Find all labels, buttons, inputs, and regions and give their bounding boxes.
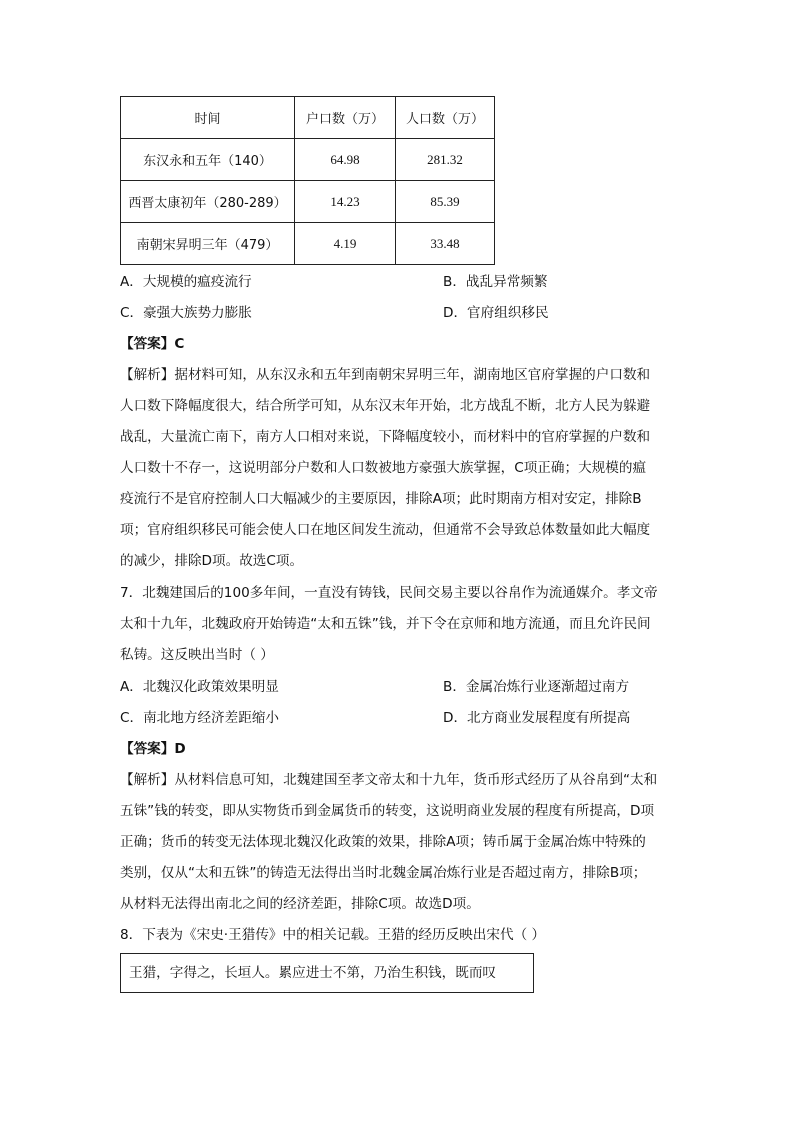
q6-analysis-line: 战乱，大量流亡南下，南方人口相对来说，下降幅度较小，而材料中的官府掌握的户数和 <box>120 429 651 445</box>
q6-option-b: B．战乱异常频繁 <box>443 274 548 290</box>
table-cell: 14.23 <box>295 181 396 223</box>
q7-option-b: B．金属冶炼行业逐渐超过南方 <box>443 679 630 695</box>
q7-analysis-line: 类别，仅从“太和五铢”的铸造无法得出当时北魏金属冶炼行业是否超过南方，排除B项； <box>120 865 647 881</box>
q7-stem-line: 7．北魏建国后的100多年间，一直没有铸钱，民间交易主要以谷帛作为流通媒介。孝文帝 <box>120 585 658 601</box>
table-cell: 西晋太康初年（280-289） <box>121 181 295 223</box>
q7-stem-line: 私铸。这反映出当时（ ） <box>120 647 274 663</box>
q7-stem-line: 太和十九年，北魏政府开始铸造“太和五铢”钱，并下令在京师和地方流通，而且允许民间 <box>120 616 651 632</box>
table-header-cell: 时间 <box>121 97 295 139</box>
q6-option-a: A．大规模的瘟疫流行 <box>120 274 252 290</box>
q7-option-d: D．北方商业发展程度有所提高 <box>443 710 631 726</box>
population-table <box>120 96 495 265</box>
table-row <box>121 223 495 265</box>
q8-quote-box: 王猎，字得之，长垣人。累应进士不第，乃治生积钱，既而叹 <box>120 953 534 993</box>
q7-analysis-line: 正确；货币的转变无法体现北魏汉化政策的效果，排除A项；铸币属于金属冶炼中特殊的 <box>120 834 646 850</box>
q6-analysis-line: 【解析】据材料可知，从东汉永和五年到南朝宋昇明三年，湖南地区官府掌握的户口数和 <box>120 367 651 383</box>
q6-analysis-line: 疫流行不是官府控制人口大幅减少的主要原因，排除A项；此时期南方相对安定，排除B <box>120 491 642 507</box>
table-header-cell: 人口数（万） <box>396 97 495 139</box>
table-cell: 64.98 <box>295 139 396 181</box>
table-row <box>121 139 495 181</box>
q6-option-c: C．豪强大族势力膨胀 <box>120 305 252 321</box>
table-cell: 4.19 <box>295 223 396 265</box>
q7-option-a: A．北魏汉化政策效果明显 <box>120 679 279 695</box>
table-cell: 33.48 <box>396 223 495 265</box>
table-header-cell: 户口数（万） <box>295 97 396 139</box>
table-cell: 东汉永和五年（140） <box>121 139 295 181</box>
q7-analysis-line: 五铢”钱的转变，即从实物货币到金属货币的转变，这说明商业发展的程度有所提高，D项 <box>120 803 655 819</box>
table-cell: 85.39 <box>396 181 495 223</box>
table-cell: 南朝宋昇明三年（479） <box>121 223 295 265</box>
q6-analysis-line: 项；官府组织移民可能会使人口在地区间发生流动，但通常不会导致总体数量如此大幅度 <box>120 522 651 538</box>
table-row <box>121 181 495 223</box>
q7-analysis-line: 【解析】从材料信息可知，北魏建国至孝文帝太和十九年，货币形式经历了从谷帛到“太和 <box>120 772 658 788</box>
table-cell: 281.32 <box>396 139 495 181</box>
q7-answer: 【答案】D <box>120 741 186 757</box>
q6-analysis-line: 人口数十不存一，这说明部分户数和人口数被地方豪强大族掌握，C项正确；大规模的瘟 <box>120 460 647 476</box>
table-header-row <box>121 97 495 139</box>
q8-stem: 8．下表为《宋史·王猎传》中的相关记载。王猎的经历反映出宋代（ ） <box>120 927 546 943</box>
q6-analysis-line: 人口数下降幅度很大，结合所学可知，从东汉末年开始，北方战乱不断，北方人民为躲避 <box>120 398 651 414</box>
q6-option-d: D．官府组织移民 <box>443 305 549 321</box>
q6-analysis-line: 的减少，排除D项。故选C项。 <box>120 553 304 569</box>
q6-answer: 【答案】C <box>120 336 185 352</box>
q7-analysis-line: 从材料无法得出南北之间的经济差距，排除C项。故选D项。 <box>120 896 480 912</box>
q7-option-c: C．南北地方经济差距缩小 <box>120 710 280 726</box>
